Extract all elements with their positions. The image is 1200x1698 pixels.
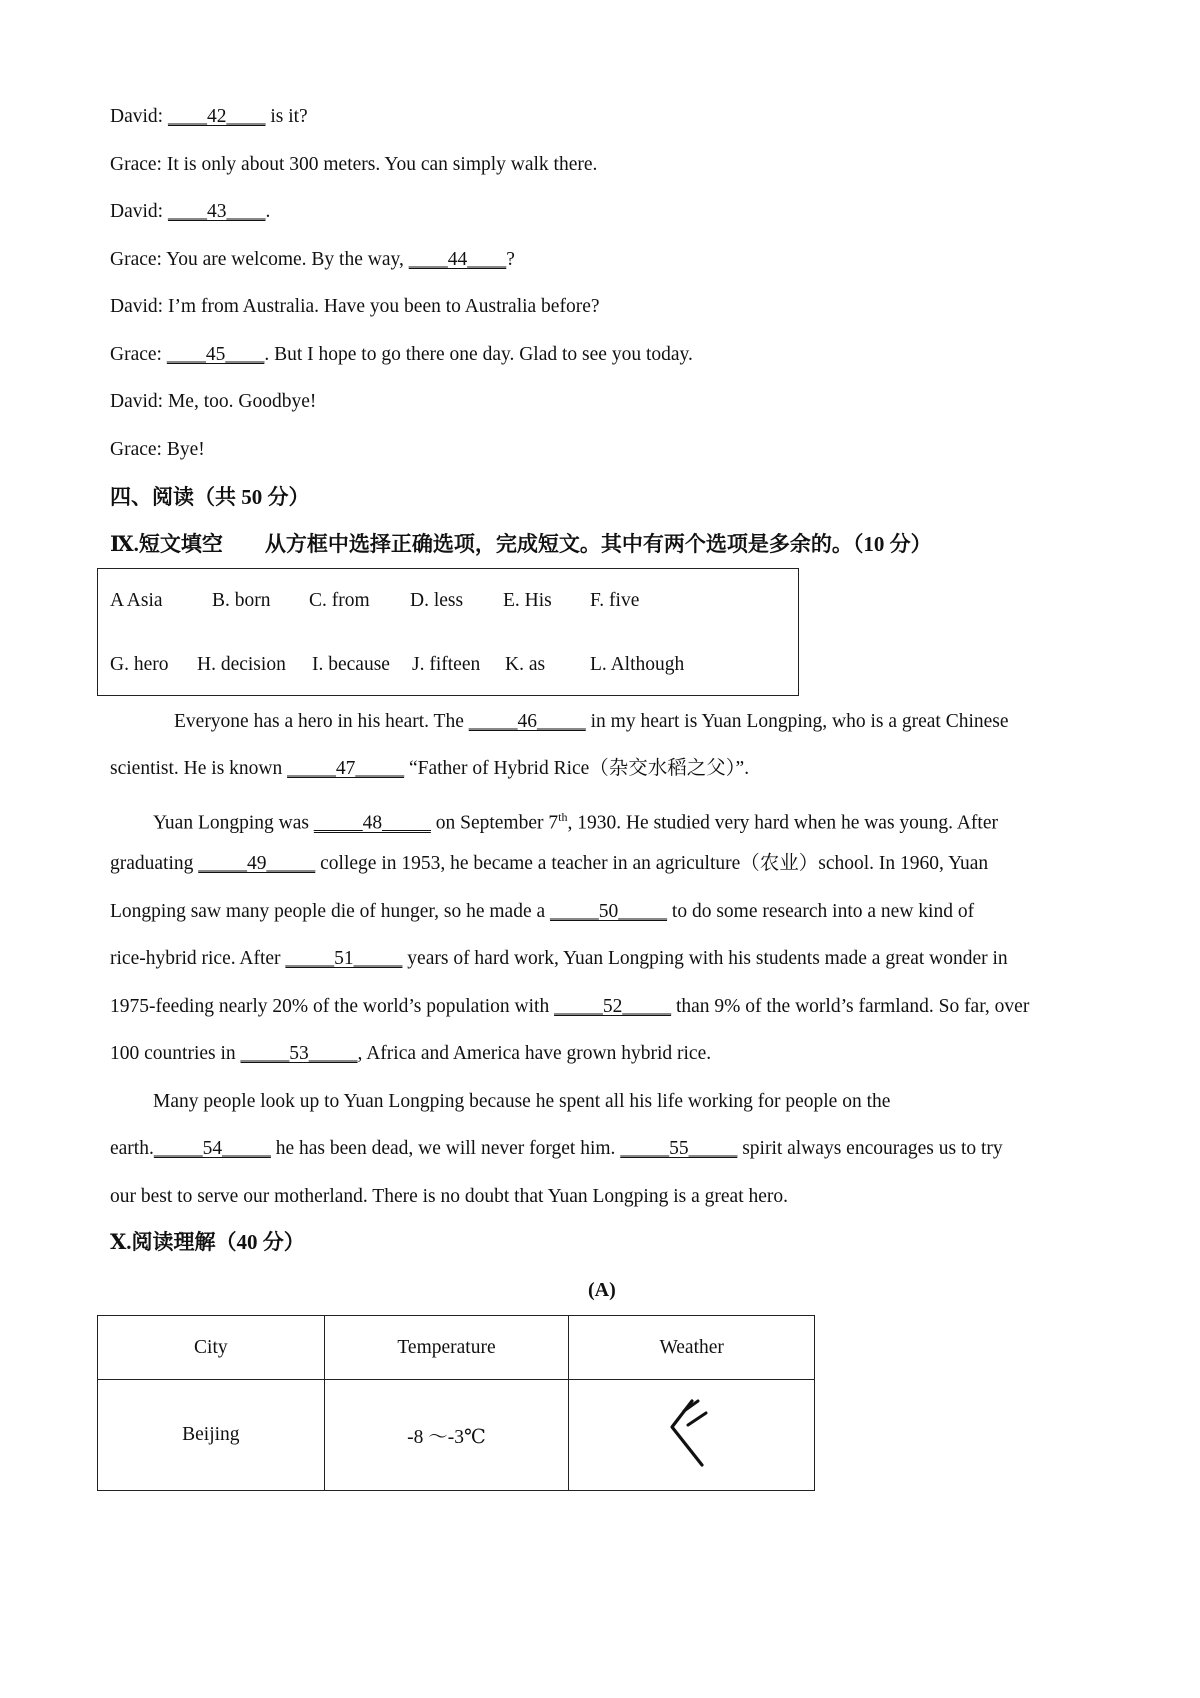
windy-weather-icon (662, 1395, 722, 1469)
blank-51[interactable]: _____51_____ (285, 948, 403, 969)
passage-text: 1975-feeding nearly 20% of the world’s population with (110, 996, 555, 1017)
passage-text: 100 countries in (110, 1043, 241, 1064)
blank-52[interactable]: _____52_____ (554, 996, 672, 1017)
dialogue-line-1 (110, 105, 308, 129)
dialogue-text: David: I’m from Australia. Have you been to Australia before? (110, 296, 600, 317)
blank-42[interactable]: ____42____ (167, 106, 266, 127)
passage-line-7 (110, 995, 1029, 1019)
blank-50[interactable]: _____50_____ (550, 901, 668, 922)
blank-46[interactable]: _____46_____ (468, 711, 586, 732)
cell-temperature: -8 ～-3℃ (324, 1380, 569, 1491)
blank-53[interactable]: _____53_____ (240, 1043, 358, 1064)
dialogue-line-4 (110, 248, 515, 272)
table-row (98, 1380, 815, 1491)
option-k[interactable]: K. as (505, 654, 546, 675)
option-c[interactable]: C. from (309, 590, 370, 611)
blank-54[interactable]: _____54_____ (153, 1138, 271, 1159)
passage-text: “Father of Hybrid Rice（杂交水稻之父）”. (404, 758, 750, 779)
passage-text: graduating (110, 853, 199, 874)
passage-line-3 (153, 805, 998, 836)
passage-line-4 (110, 852, 988, 876)
dialogue-text: is it? (265, 106, 308, 127)
table-header-row (98, 1316, 815, 1380)
cell-city: Beijing (98, 1380, 325, 1491)
dialogue-line-2 (110, 153, 597, 177)
option-l[interactable]: L. Although (590, 654, 685, 675)
option-f[interactable]: F. five (590, 590, 640, 611)
passage-line-6 (110, 947, 1008, 971)
option-h[interactable]: H. decision (197, 654, 286, 675)
section-10-title: Ⅹ.阅读理解（40 分） (110, 1230, 305, 1254)
passage-text: Many people look up to Yuan Longping because he spent all his life working for people on the (153, 1091, 891, 1112)
blank-45[interactable]: ____45____ (166, 344, 265, 365)
passage-text: in my heart is Yuan Longping, who is a great Chinese (585, 711, 1009, 732)
options-box (97, 568, 799, 696)
option-a[interactable]: A Asia (110, 590, 163, 611)
cell-weather (569, 1380, 815, 1491)
passage-text: college in 1953, he became a teacher in an agriculture（农业）school. In 1960, Yuan (315, 853, 989, 874)
passage-text: rice-hybrid rice. After (110, 948, 286, 969)
dialogue-line-3 (110, 200, 270, 224)
option-e[interactable]: E. His (503, 590, 552, 611)
dialogue-text: . But I hope to go there one day. Glad to see you today. (264, 344, 693, 365)
option-i[interactable]: I. because (312, 654, 390, 675)
passage-text: Yuan Longping was (153, 812, 314, 834)
dialogue-text: David: (110, 106, 168, 127)
blank-43[interactable]: ____43____ (167, 201, 266, 222)
dialogue-line-5 (110, 295, 600, 319)
passage-line-5 (110, 900, 974, 924)
section-9-title: Ⅸ.短文填空 从方框中选择正确选项，完成短文。其中有两个选项是多余的。（10 分） (110, 532, 932, 556)
dialogue-text: Grace: Bye! (110, 439, 205, 460)
blank-47[interactable]: _____47_____ (287, 758, 405, 779)
dialogue-line-8 (110, 438, 205, 462)
passage-text: Longping saw many people die of hunger, so he made a (110, 901, 551, 922)
blank-48[interactable]: _____48_____ (313, 812, 431, 834)
option-j[interactable]: J. fifteen (412, 654, 481, 675)
section-4-title: 四、阅读（共 50 分） (110, 485, 310, 509)
passage-text: Everyone has a hero in his heart. The (174, 711, 469, 732)
passage-text: our best to serve our motherland. There is no doubt that Yuan Longping is a great hero. (110, 1186, 789, 1207)
option-g[interactable]: G. hero (110, 654, 169, 675)
dialogue-text: . (265, 201, 271, 222)
weather-table (97, 1315, 815, 1491)
dialogue-line-6 (110, 343, 693, 367)
blank-55[interactable]: _____55_____ (620, 1138, 738, 1159)
dialogue-text: David: Me, too. Goodbye! (110, 391, 317, 412)
dialogue-text: Grace: You are welcome. By the way, (110, 249, 409, 270)
passage-text: he has been dead, we will never forget him. (270, 1138, 621, 1159)
passage-text: , 1930. He studied very hard when he was young. After (567, 812, 998, 834)
passage-text: scientist. He is known (110, 758, 288, 779)
passage-text: than 9% of the world’s farmland. So far, over (671, 996, 1030, 1017)
option-d[interactable]: D. less (410, 590, 464, 611)
passage-text: earth. (110, 1138, 154, 1159)
dialogue-line-7 (110, 390, 316, 414)
passage-line-9 (153, 1090, 890, 1114)
passage-line-8 (110, 1042, 711, 1066)
passage-line-2 (110, 757, 749, 781)
passage-line-10 (110, 1137, 1003, 1161)
dialogue-text: Grace: It is only about 300 meters. You can simply walk there. (110, 154, 598, 175)
passage-text: , Africa and America have grown hybrid rice. (357, 1043, 712, 1064)
option-b[interactable]: B. born (212, 590, 271, 611)
superscript: th (558, 810, 568, 824)
passage-line-11 (110, 1185, 788, 1209)
blank-44[interactable]: ____44____ (408, 249, 507, 270)
dialogue-text: ? (506, 249, 515, 270)
header-city: City (98, 1316, 325, 1380)
dialogue-text: Grace: (110, 344, 167, 365)
passage-line-1 (174, 710, 1009, 734)
header-temperature: Temperature (324, 1316, 569, 1380)
blank-49[interactable]: _____49_____ (198, 853, 316, 874)
part-a-label: (A) (588, 1279, 616, 1301)
dialogue-text: David: (110, 201, 168, 222)
header-weather: Weather (569, 1316, 815, 1380)
passage-text: years of hard work, Yuan Longping with his students made a great wonder in (402, 948, 1008, 969)
passage-text: spirit always encourages us to try (737, 1138, 1003, 1159)
passage-text: to do some research into a new kind of (667, 901, 975, 922)
passage-text: on September 7 (430, 812, 559, 834)
